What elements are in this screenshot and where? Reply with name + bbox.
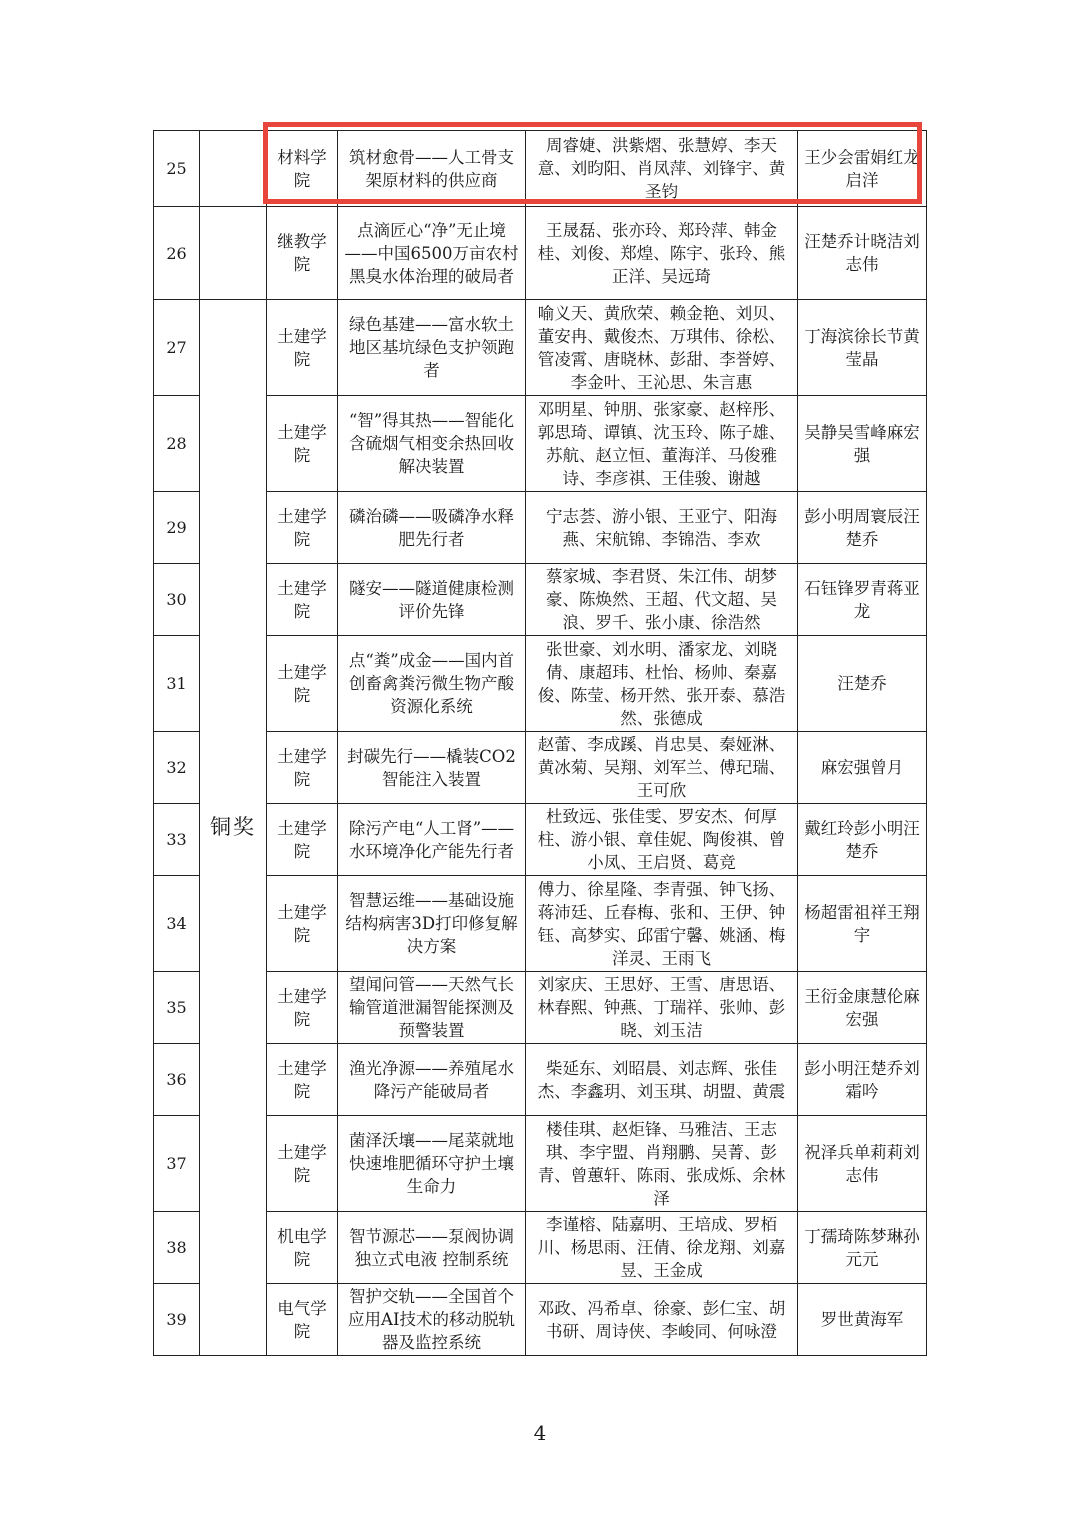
project-cell: 筑材愈骨——人工骨支架原材料的供应商 xyxy=(338,131,526,207)
college-cell: 土建学院 xyxy=(267,396,338,492)
row-number: 34 xyxy=(154,876,200,972)
members-cell: 王晟磊、张亦玲、郑玲萍、韩金桂、刘俊、郑煌、陈宇、张玲、熊正洋、吴远琦 xyxy=(526,207,798,300)
table-row xyxy=(154,207,927,300)
row-number: 39 xyxy=(154,1284,200,1356)
table-row xyxy=(154,492,927,564)
members-cell: 喻义天、黄欣荣、赖金艳、刘贝、董安冉、戴俊杰、万琪伟、徐松、管凌霄、唐晓林、彭甜、李誉婷、李金叶、王沁思、朱言惠 xyxy=(526,300,798,396)
advisors-cell: 彭小明周寰辰汪楚乔 xyxy=(798,492,927,564)
advisors-cell: 石钰锋罗青蒋亚龙 xyxy=(798,564,927,636)
project-cell: 磷治磷——吸磷净水释肥先行者 xyxy=(338,492,526,564)
row-number: 28 xyxy=(154,396,200,492)
members-cell: 傅力、徐星隆、李青强、钟飞扬、蒋沛廷、丘春梅、张和、王伊、钟钰、高梦实、邱雷宁馨、姚涵、梅洋灵、王雨飞 xyxy=(526,876,798,972)
project-cell: 隧安——隧道健康检测评价先锋 xyxy=(338,564,526,636)
table-row xyxy=(154,804,927,876)
members-cell: 赵蕾、李成蹊、肖忠昊、秦娅淋、黄冰菊、吴翔、刘军兰、傅玘瑞、王可欣 xyxy=(526,732,798,804)
college-cell: 土建学院 xyxy=(267,732,338,804)
row-number: 38 xyxy=(154,1212,200,1284)
college-cell: 土建学院 xyxy=(267,1044,338,1116)
advisors-cell: 吴静吴雪峰麻宏强 xyxy=(798,396,927,492)
members-cell: 李谨榕、陆嘉明、王培成、罗栢川、杨思雨、汪倩、徐龙翔、刘嘉昱、王金成 xyxy=(526,1212,798,1284)
project-cell: 菌泽沃壤——尾菜就地快速堆肥循环守护土壤生命力 xyxy=(338,1116,526,1212)
advisors-cell: 戴红玲彭小明汪楚乔 xyxy=(798,804,927,876)
college-cell: 土建学院 xyxy=(267,804,338,876)
college-cell: 土建学院 xyxy=(267,300,338,396)
project-cell: 渔光净源——养殖尾水降污产能破局者 xyxy=(338,1044,526,1116)
table-row xyxy=(154,564,927,636)
row-number: 32 xyxy=(154,732,200,804)
table-row xyxy=(154,1212,927,1284)
members-cell: 宁志荟、游小银、王亚宁、阳海燕、宋航锦、李锦浩、李欢 xyxy=(526,492,798,564)
advisors-cell: 丁孺琦陈梦琳孙元元 xyxy=(798,1212,927,1284)
advisors-cell: 王少会雷娟红龙启洋 xyxy=(798,131,927,207)
advisors-cell: 祝泽兵单莉莉刘志伟 xyxy=(798,1116,927,1212)
project-cell: 封碳先行——橇装CO2智能注入装置 xyxy=(338,732,526,804)
table-row xyxy=(154,1284,927,1356)
award-level-cell-blank xyxy=(200,207,267,300)
row-number: 31 xyxy=(154,636,200,732)
row-number: 25 xyxy=(154,131,200,207)
college-cell: 土建学院 xyxy=(267,1116,338,1212)
project-cell: 除污产电“人工肾”——水环境净化产能先行者 xyxy=(338,804,526,876)
table-row xyxy=(154,1044,927,1116)
table-row xyxy=(154,300,927,396)
row-number: 36 xyxy=(154,1044,200,1116)
advisors-cell: 杨超雷祖祥王翔宇 xyxy=(798,876,927,972)
project-cell: 望闻问管——天然气长输管道泄漏智能探测及预警装置 xyxy=(338,972,526,1044)
advisors-cell: 彭小明汪楚乔刘霜吟 xyxy=(798,1044,927,1116)
table-row xyxy=(154,876,927,972)
members-cell: 楼佳琪、赵炬锋、马雅洁、王志琪、李宇盟、肖翔鹏、吴菁、彭青、曾蕙轩、陈雨、张成烁、余林泽 xyxy=(526,1116,798,1212)
college-cell: 土建学院 xyxy=(267,876,338,972)
row-number: 37 xyxy=(154,1116,200,1212)
row-number: 33 xyxy=(154,804,200,876)
table-row xyxy=(154,1116,927,1212)
college-cell: 电气学院 xyxy=(267,1284,338,1356)
advisors-cell: 汪楚乔计晓洁刘志伟 xyxy=(798,207,927,300)
table-row xyxy=(154,131,927,207)
members-cell: 张世豪、刘水明、潘家龙、刘晓倩、康超玮、杜怡、杨帅、秦嘉俊、陈莹、杨开然、张开泰、慕浩然、张德成 xyxy=(526,636,798,732)
members-cell: 周睿婕、洪紫熠、张慧婷、李天意、刘昀阳、肖凤萍、刘锋宇、黄圣钧 xyxy=(526,131,798,207)
award-level-cell-blank xyxy=(200,131,267,207)
row-number: 30 xyxy=(154,564,200,636)
project-cell: 点滴匠心“净”无止境——中国6500万亩农村黑臭水体治理的破局者 xyxy=(338,207,526,300)
college-cell: 土建学院 xyxy=(267,972,338,1044)
row-number: 29 xyxy=(154,492,200,564)
college-cell: 机电学院 xyxy=(267,1212,338,1284)
college-cell: 土建学院 xyxy=(267,564,338,636)
members-cell: 蔡家城、李君贤、朱江伟、胡梦豪、陈焕然、王超、代文超、吴浪、罗千、张小康、徐浩然 xyxy=(526,564,798,636)
page-number: 4 xyxy=(533,1421,547,1445)
table-row xyxy=(154,636,927,732)
members-cell: 柴延东、刘昭晨、刘志辉、张佳杰、李鑫玥、刘玉琪、胡盟、黄震 xyxy=(526,1044,798,1116)
members-cell: 刘家庆、王思妤、王雪、唐思语、林春熙、钟燕、丁瑞祥、张帅、彭晓、刘玉洁 xyxy=(526,972,798,1044)
row-number: 27 xyxy=(154,300,200,396)
project-cell: 智节源芯——泵阀协调独立式电液 控制系统 xyxy=(338,1212,526,1284)
project-cell: 智护交轨——全国首个应用AI技术的移动脱轨器及监控系统 xyxy=(338,1284,526,1356)
project-cell: 点“粪”成金——国内首创畜禽粪污微生物产酸资源化系统 xyxy=(338,636,526,732)
table-row xyxy=(154,732,927,804)
advisors-cell: 汪楚乔 xyxy=(798,636,927,732)
advisors-cell: 丁海滨徐长节黄莹晶 xyxy=(798,300,927,396)
college-cell: 土建学院 xyxy=(267,636,338,732)
college-cell: 土建学院 xyxy=(267,492,338,564)
project-cell: “智”得其热——智能化含硫烟气相变余热回收解决装置 xyxy=(338,396,526,492)
members-cell: 杜致远、张佳雯、罗安杰、何厚柱、游小银、章佳妮、陶俊祺、曾小凤、王启贤、葛竞 xyxy=(526,804,798,876)
award-table xyxy=(153,130,927,1356)
table-row xyxy=(154,396,927,492)
row-number: 35 xyxy=(154,972,200,1044)
project-cell: 智慧运维——基础设施结构病害3D打印修复解决方案 xyxy=(338,876,526,972)
advisors-cell: 麻宏强曾月 xyxy=(798,732,927,804)
members-cell: 邓政、冯希卓、徐豪、彭仁宝、胡书研、周诗侠、李峻同、何咏澄 xyxy=(526,1284,798,1356)
project-cell: 绿色基建——富水软土地区基坑绿色支护领跑者 xyxy=(338,300,526,396)
college-cell: 材料学院 xyxy=(267,131,338,207)
members-cell: 邓明星、钟朋、张家豪、赵梓彤、郭思琦、谭镇、沈玉玲、陈子雄、苏航、赵立恒、董海洋、马俊雅诗、李彦祺、王佳骏、谢越 xyxy=(526,396,798,492)
row-number: 26 xyxy=(154,207,200,300)
advisors-cell: 王衍金康慧伦麻宏强 xyxy=(798,972,927,1044)
award-level-cell: 铜奖 xyxy=(200,300,267,1356)
advisors-cell: 罗世黄海军 xyxy=(798,1284,927,1356)
table-row xyxy=(154,972,927,1044)
college-cell: 继教学院 xyxy=(267,207,338,300)
